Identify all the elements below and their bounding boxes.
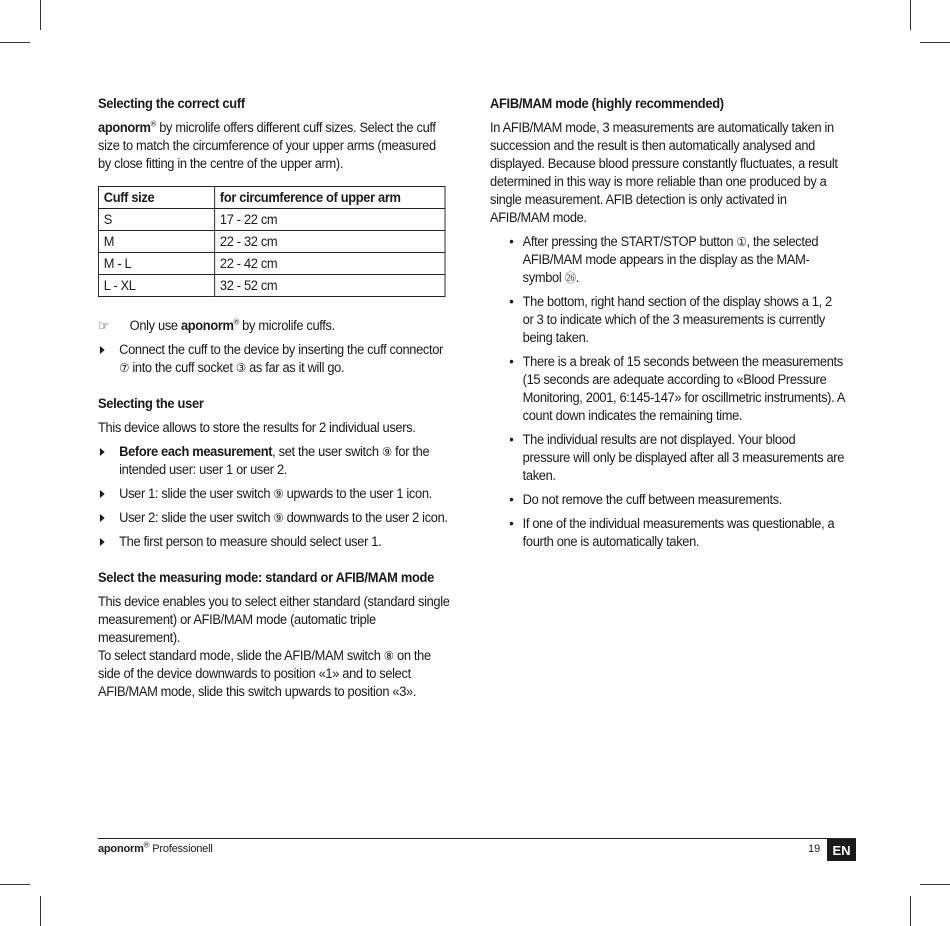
registered-mark: ® (143, 840, 150, 850)
table-cell-range: 22 - 42 cm (215, 253, 445, 275)
list-item (490, 491, 845, 509)
reference-number: ⑨ (381, 445, 392, 459)
cuff-size-table (98, 186, 446, 297)
bullet-dot: • (509, 492, 514, 507)
registered-mark: ® (233, 317, 239, 327)
list-item-text: Connect the cuff to the device by inserting the cuff connector (119, 342, 443, 357)
footer-brand (98, 840, 213, 855)
table-cell-size: M - L (98, 253, 214, 275)
crop-mark (910, 0, 911, 30)
list-item-text: There is a break of 15 seconds between the measurements (15 seconds are adequate according to «Blood Pressure Monitoring, 2001, 6:145-147» for oscillmetric instruments). A count down indicates the remaining time. (522, 354, 845, 423)
list-item-text: The first person to measure should select user 1. (119, 534, 382, 549)
reference-number: ⑨ (273, 511, 284, 525)
list-item-text: If one of the individual measurements was questionable, a fourth one is automatically taken. (522, 516, 835, 549)
emphasis-text: Before each measurement (119, 444, 273, 459)
brand-name: aponorm (98, 120, 151, 135)
table-row (98, 275, 445, 297)
note-text-pre: Only use (129, 318, 181, 333)
table-cell-range: 22 - 32 cm (215, 231, 445, 253)
list-item-text: as far as it will go. (245, 360, 345, 375)
afib-intro: In AFIB/MAM mode, 3 measurements are automatically taken in succession and the result is then automatically analysed and displayed. Because blood pressure constantly fluctuates, a result determined in this way is more reliable than one produced by a single measurement. AFIB detection is only activated in AFIB/MAM mode. (490, 120, 838, 225)
mode-heading: Select the measuring mode: standard or AFIB/MAM mode (98, 570, 434, 585)
bullet-dot: • (509, 294, 514, 309)
list-item (490, 233, 845, 287)
language-badge: EN (827, 839, 856, 861)
list-item (98, 443, 451, 479)
table-cell-size: S (98, 209, 214, 231)
table-header-circumference: for circumference of upper arm (215, 187, 445, 209)
right-column (490, 95, 845, 557)
list-item (490, 515, 845, 551)
list-item-text: User 1: slide the user switch (119, 486, 274, 501)
bullet-dot: • (509, 516, 514, 531)
list-item (490, 293, 845, 347)
registered-mark: ® (150, 119, 156, 129)
list-item-text: , the selected AFIB/MAM mode appears in the display as the MAM-symbol (522, 234, 819, 285)
crop-mark (920, 884, 950, 885)
cuff-intro (98, 119, 451, 173)
brand-name: aponorm (180, 318, 234, 333)
crop-mark (910, 896, 911, 926)
page-number: 19 (808, 843, 821, 855)
list-item-text: The bottom, right hand section of the display shows a 1, 2 or 3 to indicate which of the 3 measurements is currently being taken. (522, 294, 832, 345)
list-item-text: downwards to the user 2 icon. (283, 510, 448, 525)
paragraph-text: on the side of the device downwards to position «1» and to select AFIB/MAM mode, slide this switch upwards to position «3». (98, 648, 431, 699)
bullet-dot: • (509, 354, 514, 369)
left-column (98, 95, 451, 701)
list-item (98, 485, 451, 503)
note-item (98, 317, 451, 335)
table-header-row (98, 187, 445, 209)
reference-number: ① (736, 235, 747, 249)
table-row (98, 231, 445, 253)
list-item (98, 509, 451, 527)
list-item-text: Do not remove the cuff between measurements. (522, 492, 783, 507)
triangle-right-icon (98, 485, 111, 503)
cuff-intro-text: by microlife offers different cuff sizes. Select the cuff size to match the circumference of your upper arms (measured by close fitting in the centre of the upper arm). (98, 120, 436, 171)
bullet-dot: • (509, 432, 514, 447)
bullet-dot: • (509, 234, 514, 249)
cuff-heading: Selecting the correct cuff (98, 96, 245, 111)
user-heading: Selecting the user (98, 396, 204, 411)
triangle-right-icon (98, 341, 111, 359)
note-text-post: by microlife cuffs. (238, 318, 335, 333)
table-cell-size: M (98, 231, 214, 253)
brand-name: aponorm (98, 843, 144, 855)
table-row (98, 209, 445, 231)
list-item-text: upwards to the user 1 icon. (283, 486, 432, 501)
crop-mark (0, 42, 30, 43)
list-item-text: , set the user switch (272, 444, 382, 459)
reference-number: ⑦ (119, 361, 130, 375)
list-item-text: for the intended user: user 1 or user 2. (119, 444, 430, 477)
list-item (98, 341, 451, 377)
list-item-text: User 2: slide the user switch (119, 510, 274, 525)
table-cell-range: 32 - 52 cm (215, 275, 445, 297)
mode-para-1: This device enables you to select either standard (standard single measurement) or AFIB/MAM mode (automatic triple measurement). (98, 594, 450, 645)
paragraph-text: To select standard mode, slide the AFIB/MAM switch (98, 648, 384, 663)
reference-number: ③ (235, 361, 246, 375)
user-intro: This device allows to store the results for 2 individual users. (98, 420, 416, 435)
list-item-text: The individual results are not displayed. Your blood pressure will only be displayed after all 3 measurements are taken. (522, 432, 845, 483)
afib-heading: AFIB/MAM mode (highly recommended) (490, 96, 724, 111)
crop-mark (0, 884, 30, 885)
table-row (98, 253, 445, 275)
list-item (490, 431, 845, 485)
list-item (98, 533, 451, 551)
list-item-text: After pressing the START/STOP button (522, 234, 737, 249)
reference-number: ㉖ (564, 271, 576, 285)
triangle-right-icon (98, 509, 111, 527)
table-header-cuff-size: Cuff size (98, 187, 214, 209)
footer-rule (98, 838, 856, 839)
product-name: Professionell (149, 843, 213, 855)
table-cell-range: 17 - 22 cm (215, 209, 445, 231)
crop-mark (40, 0, 41, 30)
list-item-text: into the cuff socket (129, 360, 236, 375)
table-cell-size: L - XL (98, 275, 214, 297)
triangle-right-icon (98, 533, 111, 551)
list-item (490, 353, 845, 425)
list-item-text: . (575, 270, 580, 285)
crop-mark (40, 896, 41, 926)
mode-para-2 (98, 647, 451, 701)
reference-number: ⑧ (383, 649, 394, 663)
reference-number: ⑨ (273, 487, 284, 501)
triangle-right-icon (98, 443, 111, 461)
crop-mark (920, 42, 950, 43)
pointing-hand-icon: ☞ (98, 318, 109, 333)
